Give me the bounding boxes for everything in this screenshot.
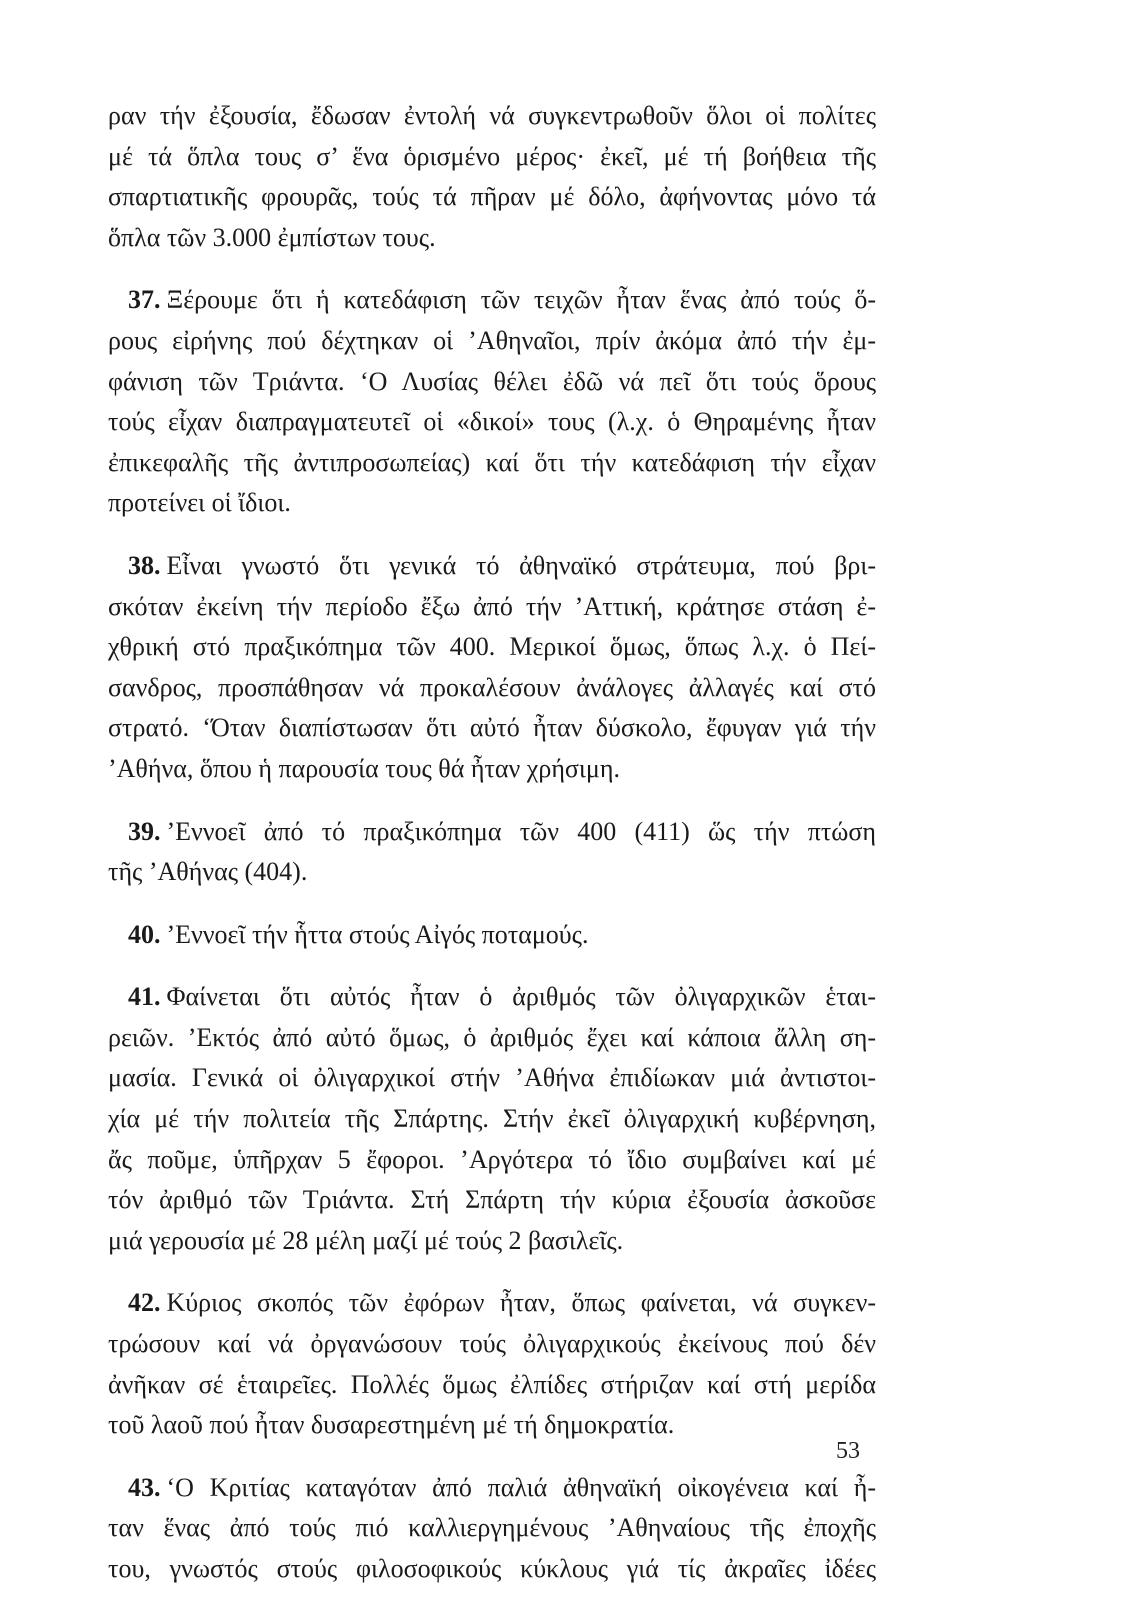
text-line: μασία. Γενικά οἱ ὀλιγαρχικοί στήν ’Αθήνα ἐπιδίωκαν μιά ἀντιστοι- <box>108 1063 876 1093</box>
note-number: 41. <box>128 982 161 1012</box>
note-number: 42. <box>128 1288 161 1318</box>
text-line: σανδρος, προσπάθησαν νά προκαλέσουν ἀνάλογες ἀλλαγές καί στό <box>108 672 876 702</box>
text-line: μέ τά ὅπλα τους σ’ ἕνα ὁρισμένο μέρος· ἐκεῖ, μέ τή βοήθεια τῆς <box>108 141 876 171</box>
page-body <box>108 96 876 1612</box>
note-43 <box>108 1468 876 1590</box>
note-number: 43. <box>128 1472 161 1502</box>
note-39 <box>108 812 876 893</box>
text-line: του, γνωστός στούς φιλοσοφικούς κύκλους γιά τίς ἀκραῖες ἰδέες <box>108 1554 876 1583</box>
note-number: 37. <box>128 285 161 315</box>
text-line: τούς εἶχαν διαπραγματευτεῖ οἱ «δικοί» τους (λ.χ. ὁ Θηραμένης ἦταν <box>108 407 876 437</box>
text-line: φάνιση τῶν Τριάντα. ‘Ο Λυσίας θέλει ἐδῶ νά πεῖ ὅτι τούς ὅρους <box>108 366 876 396</box>
text-line: Εἶναι γνωστό ὅτι γενικά τό ἀθηναϊκό στράτευμα, πού βρι- <box>166 550 876 580</box>
text-line: χθρική στό πραξικόπημα τῶν 400. Μερικοί ὅμως, ὅπως λ.χ. ὁ Πεί- <box>108 632 876 662</box>
text-line: ἀνῆκαν σέ ἑταιρεῖες. Πολλές ὅμως ἐλπίδες στήριζαν καί στή μερίδα <box>108 1369 876 1399</box>
page-number: 53 <box>836 1438 860 1464</box>
text-line: Ξέρουμε ὅτι ἡ κατεδάφιση τῶν τειχῶν ἦταν ἕνας ἀπό τούς ὅ- <box>166 285 876 315</box>
text-line: προτείνει οἱ ἴδιοι. <box>108 488 291 518</box>
text-line: τῆς ’Αθήνας (404). <box>108 857 308 887</box>
text-line: Φαίνεται ὅτι αὐτός ἦταν ὁ ἀριθμός τῶν ὀλιγαρχικῶν ἑται- <box>166 982 876 1012</box>
text-line: ρους εἰρήνης πού δέχτηκαν οἱ ’Αθηναῖοι, πρίν ἀκόμα ἀπό τήν ἐμ- <box>108 325 876 355</box>
text-line: ’Εννοεῖ τήν ἧττα στούς Αἰγός ποταμούς. <box>166 919 589 949</box>
text-line: ρειῶν. ’Εκτός ἀπό αὐτό ὅμως, ὁ ἀριθμός ἔχει καί κάποια ἄλλη ση- <box>108 1022 876 1052</box>
text-line: τρώσουν καί νά ὀργανώσουν τούς ὀλιγαρχικούς ἐκείνους πού δέν <box>108 1329 876 1359</box>
text-line: Κύριος σκοπός τῶν ἐφόρων ἦταν, ὅπως φαίνεται, νά συγκεν- <box>166 1288 876 1318</box>
text-line: σκόταν ἐκείνη τήν περίοδο ἔξω ἀπό τήν ’Αττική, κράτησε στάση ἐ- <box>108 591 876 621</box>
text-line: χία μέ τήν πολιτεία τῆς Σπάρτης. Στήν ἐκεῖ ὀλιγαρχική κυβέρνηση, <box>108 1104 876 1134</box>
note-38 <box>108 546 876 790</box>
text-line: τόν ἀριθμό τῶν Τριάντα. Στή Σπάρτη τήν κύρια ἐξουσία ἀσκοῦσε <box>108 1185 876 1215</box>
text-line: ἄς ποῦμε, ὑπῆρχαν 5 ἔφοροι. ’Αργότερα τό ἴδιο συμβαίνει καί μέ <box>108 1144 876 1174</box>
note-number: 40. <box>128 919 161 949</box>
text-line: ’Αθήνα, ὅπου ἡ παρουσία τους θά ἦταν χρήσιμη. <box>108 753 620 783</box>
paragraph-continuation <box>108 96 876 258</box>
note-number: 39. <box>128 816 161 846</box>
text-line: ραν τήν ἐξουσία, ἔδωσαν ἐντολή νά συγκεντρωθοῦν ὅλοι οἱ πολίτες <box>108 101 876 130</box>
text-line: ‘Ο Κριτίας καταγόταν ἀπό παλιά ἀθηναϊκή οἰκογένεια καί ἦ- <box>166 1472 876 1502</box>
text-line: τοῦ λαοῦ πού ἦταν δυσαρεστημένη μέ τή δημοκρατία. <box>108 1410 675 1440</box>
text-line: ταν ἕνας ἀπό τούς πιό καλλιεργημένους ’Αθηναίους τῆς ἐποχῆς <box>108 1513 876 1543</box>
note-41 <box>108 977 876 1261</box>
text-line: στρατό. ‘Όταν διαπίστωσαν ὅτι αὐτό ἦταν δύσκολο, ἔφυγαν γιά τήν <box>108 713 876 743</box>
text-line: μιά γερουσία μέ 28 μέλη μαζί μέ τούς 2 βασιλεῖς. <box>108 1225 624 1255</box>
text-line: ὅπλα τῶν 3.000 ἐμπίστων τους. <box>108 222 436 252</box>
text-line: σπαρτιατικῆς φρουρᾶς, τούς τά πῆραν μέ δόλο, ἀφήνοντας μόνο τά <box>108 182 876 212</box>
note-42 <box>108 1283 876 1445</box>
note-37 <box>108 280 876 524</box>
text-line: ’Εννοεῖ ἀπό τό πραξικόπημα τῶν 400 (411) ὥς τήν πτώση <box>166 816 876 846</box>
note-40 <box>108 915 876 956</box>
note-number: 38. <box>128 550 161 580</box>
text-line: ἐπικεφαλῆς τῆς ἀντιπροσωπείας) καί ὅτι τήν κατεδάφιση τήν εἶχαν <box>108 447 876 477</box>
